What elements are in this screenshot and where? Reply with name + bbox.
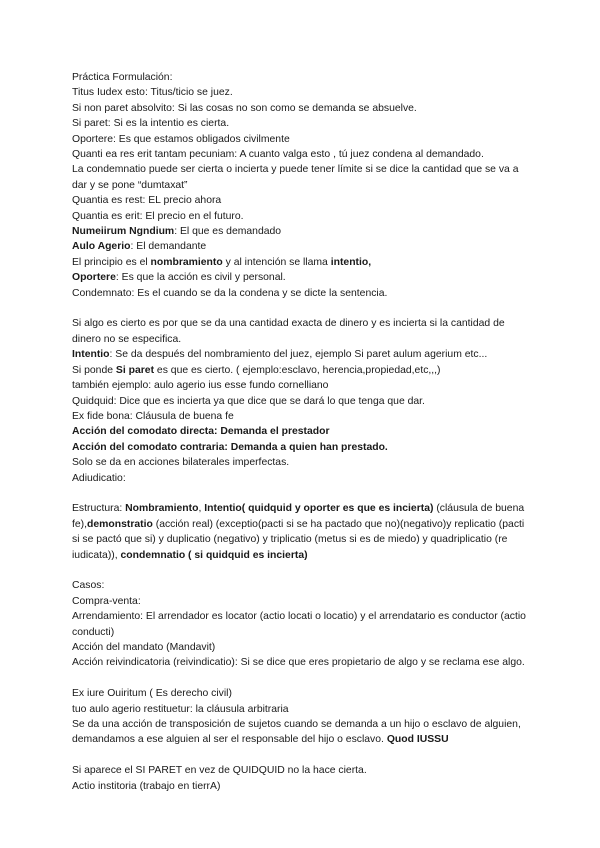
text-span: Si ponde <box>72 364 116 376</box>
text-line: Ex iure Ouiritum ( Es derecho civil) <box>72 688 232 700</box>
definition-line <box>72 224 532 239</box>
definition-text: : El demandante <box>130 241 207 253</box>
document-title: Práctica Formulación: <box>72 72 173 83</box>
term-bold: demonstratio <box>87 518 153 530</box>
text-line: Actio institoria (trabajo en tierrA) <box>72 780 221 792</box>
term-bold: Acción del comodato contraria: Demanda a quien han prestado. <box>72 441 388 453</box>
text-line: Ex fide bona: Cláusula de buena fe <box>72 410 234 422</box>
term-bold: Aulo Agerio <box>72 241 131 253</box>
text-line: Solo se da en acciones bilaterales imperfectas. <box>72 457 290 469</box>
spacer <box>72 301 532 316</box>
text-line: Condemnato: Es el cuando se da la condena y se dicte la sentencia. <box>72 287 388 299</box>
term-bold: Intentio( quidquid y oporter es que es incierta) <box>204 503 434 515</box>
definition-line <box>72 270 532 285</box>
text-line: Si aparece el SI PARET en vez de QUIDQUID no la hace cierta. <box>72 765 367 777</box>
text-line: Oportere: Es que estamos obligados civilmente <box>72 133 290 145</box>
text-line: Si non paret absolvito: Si las cosas no son como se demanda se absuelve. <box>72 102 417 114</box>
text-line: Quidquid: Dice que es incierta ya que dice que se dará lo que tenga que dar. <box>72 395 425 407</box>
term-bold: Quod IUSSU <box>386 734 449 746</box>
term-bold: Oportere <box>72 272 116 284</box>
term-bold: condemnatio ( si quidquid es incierta) <box>120 549 308 561</box>
text-span: (cláusula de buena fe), <box>72 503 525 530</box>
text-span: Estructura: <box>72 503 126 515</box>
spacer <box>72 486 532 501</box>
term-bold: Acción del comodato directa: Demanda el prestador <box>72 426 330 438</box>
text-paragraph: La condemnatio puede ser cierta o incierta y puede tener límite si se dice la cantidad que se va a dar y se pone “dumtaxat” <box>72 164 519 191</box>
bold-line <box>72 424 532 439</box>
definition-text: : Es que la acción es civil y personal. <box>115 272 286 284</box>
spacer <box>72 671 532 686</box>
text-span: El principio es el <box>72 256 151 268</box>
text-line: Quantia es rest: EL precio ahora <box>72 195 222 207</box>
text-line: Acción del mandato (Mandavit) <box>72 641 216 653</box>
text-line: Compra-venta: <box>72 595 141 607</box>
text-line: Si paret: Si es la intentio es cierta. <box>72 118 230 130</box>
term-bold: Nombramiento <box>125 503 199 515</box>
text-span: es que es cierto. ( ejemplo:esclavo, herencia,propiedad,etc,,,) <box>154 364 441 376</box>
text-line: tuo aulo agerio restituetur: la cláusula arbitraria <box>72 703 289 715</box>
text-line: Quanti ea res erit tantam pecuniam: A cuanto valga esto , tú juez condena al demandado. <box>72 149 484 161</box>
definition-text: : El que es demandado <box>174 226 282 238</box>
text-line: Adiudicatio: <box>72 472 126 484</box>
bold-line <box>72 440 532 455</box>
text-paragraph: Acción reivindicatoria (reivindicatio): Si se dice que eres propietario de algo y se reclama ese algo. <box>72 657 525 669</box>
estructura-paragraph <box>72 501 532 563</box>
text-span: y al intención se llama <box>222 256 331 268</box>
section-heading: Casos: <box>72 580 105 592</box>
definition-text: : Se da después del nombramiento del juez, ejemplo Si paret aulum agerium etc... <box>109 349 488 361</box>
text-paragraph: Si algo es cierto es por que se da una cantidad exacta de dinero y es incierta si la cantidad de dinero no se especifica. <box>72 318 505 345</box>
definition-line <box>72 239 532 254</box>
term-bold: intentio, <box>330 256 372 268</box>
definition-line <box>72 255 532 270</box>
spacer <box>72 563 532 578</box>
text-line: Quantia es erit: El precio en el futuro. <box>72 210 244 222</box>
text-paragraph: Arrendamiento: El arrendador es locator (actio locati o locatio) y el arrendatario es conductor (actio conducti) <box>72 611 526 638</box>
spacer <box>72 748 532 763</box>
term-bold: Intentio <box>72 349 110 361</box>
term-bold: Si paret <box>115 364 155 376</box>
text-paragraph <box>72 717 532 748</box>
text-line: Titus Iudex esto: Titus/ticio se juez. <box>72 87 233 99</box>
definition-line <box>72 347 532 362</box>
text-span: (acción real) (exceptio(pacti si se ha pactado que no)(negativo)y replicatio (pacti si se pactó que si) y duplicatio (negativo) y triplicatio (metus si es de miedo) y quadriplicatio (re iudicata)), <box>72 518 525 561</box>
text-span: , <box>198 503 205 515</box>
document-body <box>72 70 532 794</box>
text-line: también ejemplo: aulo agerio ius esse fundo cornelliano <box>72 380 329 392</box>
text-span: Se da una acción de transposición de sujetos cuando se demanda a un hijo o esclavo de alguien, demandamos a ese alguien al ser el responsable del hijo o esclavo. <box>72 719 521 746</box>
term-bold: Numeiirum Ngndium <box>72 226 175 238</box>
definition-line <box>72 363 532 378</box>
term-bold: nombramiento <box>150 256 223 268</box>
